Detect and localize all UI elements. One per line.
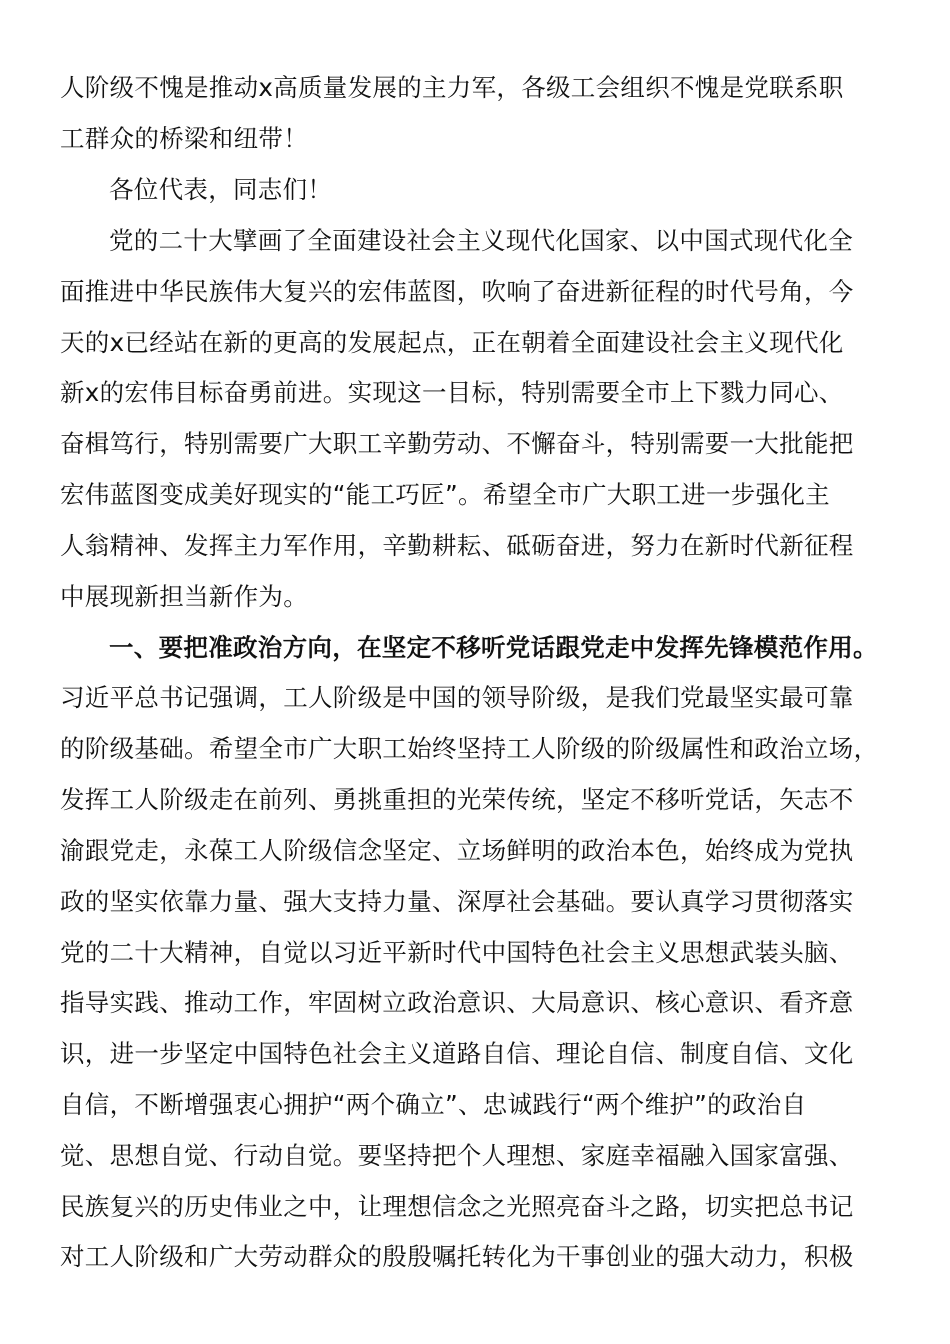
text-line: 指导实践、推动工作，牢固树立政治意识、大局意识、核心意识、看齐意 — [60, 988, 854, 1017]
text-line: 习近平总书记强调，工人阶级是中国的领导阶级，是我们党最坚实最可靠 — [60, 683, 854, 712]
text-line: 党的二十大精神，自觉以习近平新时代中国特色社会主义思想武装头脑、 — [60, 938, 854, 967]
text-line: 天的x已经站在新的更高的发展起点，正在朝着全面建设社会主义现代化 — [60, 328, 844, 357]
text-line: 渝跟党走，永葆工人阶级信念坚定、立场鲜明的政治本色，始终成为党执 — [60, 836, 854, 865]
text-line: 识，进一步坚定中国特色社会主义道路自信、理论自信、制度自信、文化 — [60, 1039, 854, 1068]
text-line: 党的二十大擘画了全面建设社会主义现代化国家、以中国式现代化全 — [109, 226, 853, 255]
text-line: 政的坚实依靠力量、强大支持力量、深厚社会基础。要认真学习贯彻落实 — [60, 887, 854, 916]
text-line: 觉、思想自觉、行动自觉。要坚持把个人理想、家庭幸福融入国家富强、 — [60, 1141, 854, 1170]
section-heading: 一、要把准政治方向，在坚定不移听党话跟党走中发挥先锋模范作用。 — [109, 633, 878, 662]
text-line: 人阶级不愧是推动x高质量发展的主力军，各级工会组织不愧是党联系职 — [60, 73, 844, 102]
text-line: 人翁精神、发挥主力军作用，辛勤耕耘、砥砺奋进，努力在新时代新征程 — [60, 531, 854, 560]
text-line: 工群众的桥梁和纽带！ — [60, 124, 308, 153]
text-line: 民族复兴的历史伟业之中，让理想信念之光照亮奋斗之路，切实把总书记 — [60, 1192, 854, 1221]
text-line: 奋楫笃行，特别需要广大职工辛勤劳动、不懈奋斗，特别需要一大批能把 — [60, 429, 854, 458]
text-line: 中展现新担当新作为。 — [60, 582, 308, 611]
text-line: 新x的宏伟目标奋勇前进。实现这一目标，特别需要全市上下戮力同心、 — [60, 378, 844, 407]
text-line: 自信，不断增强衷心拥护“两个确立”、忠诚践行“两个维护”的政治自 — [60, 1090, 807, 1119]
text-line: 的阶级基础。希望全市广大职工始终坚持工人阶级的阶级属性和政治立场， — [60, 734, 879, 763]
text-line: 宏伟蓝图变成美好现实的“能工巧匠”。希望全市广大职工进一步强化主 — [60, 480, 830, 509]
text-line: 对工人阶级和广大劳动群众的殷殷嘱托转化为干事创业的强大动力，积极 — [60, 1242, 854, 1271]
text-line: 面推进中华民族伟大复兴的宏伟蓝图，吹响了奋进新征程的时代号角，今 — [60, 277, 854, 306]
text-line: 发挥工人阶级走在前列、勇挑重担的光荣传统，坚定不移听党话，矢志不 — [60, 785, 854, 814]
salutation: 各位代表，同志们！ — [109, 175, 333, 204]
